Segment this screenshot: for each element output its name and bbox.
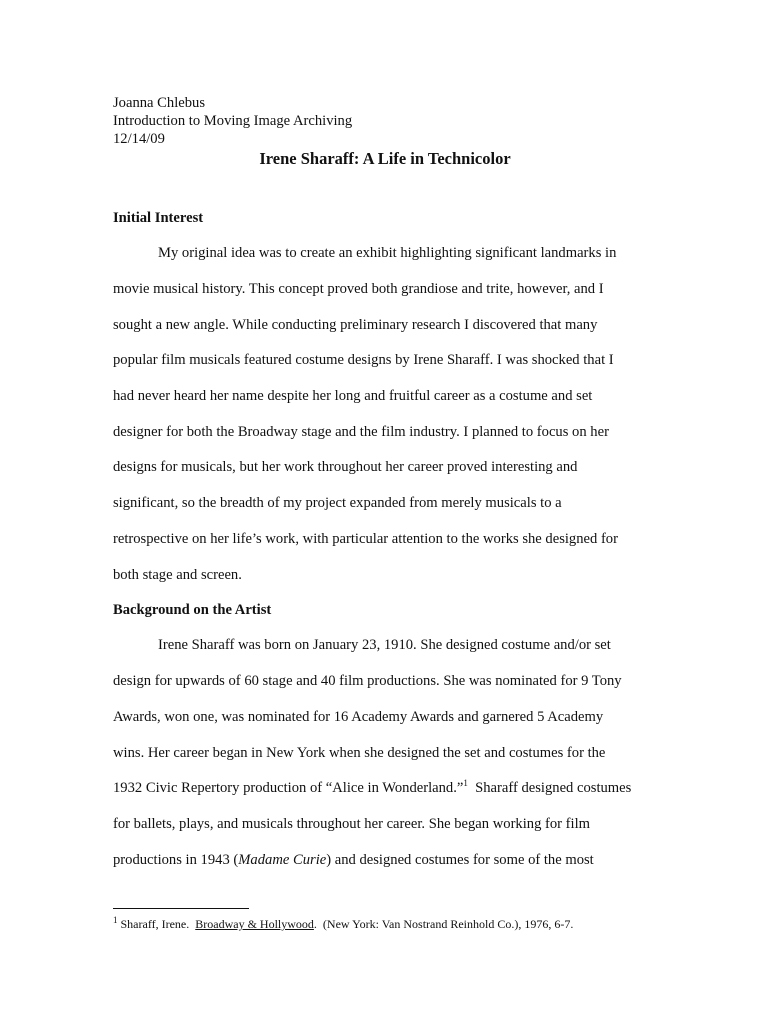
paragraph-line: popular film musicals featured costume designs by Irene Sharaff. I was shocked that I xyxy=(113,352,614,368)
paragraph-line: both stage and screen. xyxy=(113,567,242,583)
paragraph-line: design for upwards of 60 stage and 40 film productions. She was nominated for 9 Tony xyxy=(113,673,622,689)
line-text: ) and designed costumes for some of the most xyxy=(326,852,594,868)
paragraph-line: designs for musicals, but her work throughout her career proved interesting and xyxy=(113,459,578,475)
footnote-marker: 1 xyxy=(463,778,468,788)
paragraph-line: sought a new angle. While conducting preliminary research I discovered that many xyxy=(113,317,598,333)
paragraph-line: Irene Sharaff was born on January 23, 1910. She designed costume and/or set xyxy=(158,637,611,653)
footnote-text: . (New York: Van Nostrand Reinhold Co.), 1976, 6-7. xyxy=(313,917,574,931)
paragraph-line: designer for both the Broadway stage and the film industry. I planned to focus on her xyxy=(113,424,609,440)
paragraph-line: wins. Her career began in New York when she designed the set and costumes for the xyxy=(113,745,606,761)
paragraph-line: movie musical history. This concept proved both grandiose and trite, however, and I xyxy=(113,281,604,297)
footnote-divider xyxy=(113,908,249,909)
author-name: Joanna Chlebus xyxy=(113,95,206,111)
paragraph-line xyxy=(113,852,594,869)
document-title: Irene Sharaff: A Life in Technicolor xyxy=(259,149,511,168)
course-name: Introduction to Moving Image Archiving xyxy=(113,113,353,129)
line-text: 1932 Civic Repertory production of “Alice in Wonderland.” xyxy=(113,780,464,796)
section-heading-initial-interest: Initial Interest xyxy=(113,210,204,226)
footnote-text: Sharaff, Irene. xyxy=(117,917,196,931)
paragraph-line: had never heard her name despite her long and fruitful career as a costume and set xyxy=(113,388,593,404)
document-header xyxy=(113,94,352,148)
footnote xyxy=(113,917,573,932)
section-heading-background: Background on the Artist xyxy=(113,602,272,618)
line-text: Sharaff designed costumes xyxy=(467,780,632,796)
paragraph-line: significant, so the breadth of my project expanded from merely musicals to a xyxy=(113,495,562,511)
line-text: productions in 1943 ( xyxy=(113,852,239,868)
paragraph-line xyxy=(113,780,631,797)
footnote-number: 1 xyxy=(113,915,118,925)
paragraph-line: retrospective on her life’s work, with particular attention to the works she designed for xyxy=(113,531,618,547)
document-date: 12/14/09 xyxy=(113,131,165,147)
film-title-italic: Madame Curie xyxy=(238,852,327,868)
paragraph-line: My original idea was to create an exhibit highlighting significant landmarks in xyxy=(158,245,617,261)
footnote-book-title: Broadway & Hollywood xyxy=(195,917,314,931)
paragraph-line: Awards, won one, was nominated for 16 Academy Awards and garnered 5 Academy xyxy=(113,709,604,725)
paragraph-line: for ballets, plays, and musicals throughout her career. She began working for film xyxy=(113,816,591,832)
